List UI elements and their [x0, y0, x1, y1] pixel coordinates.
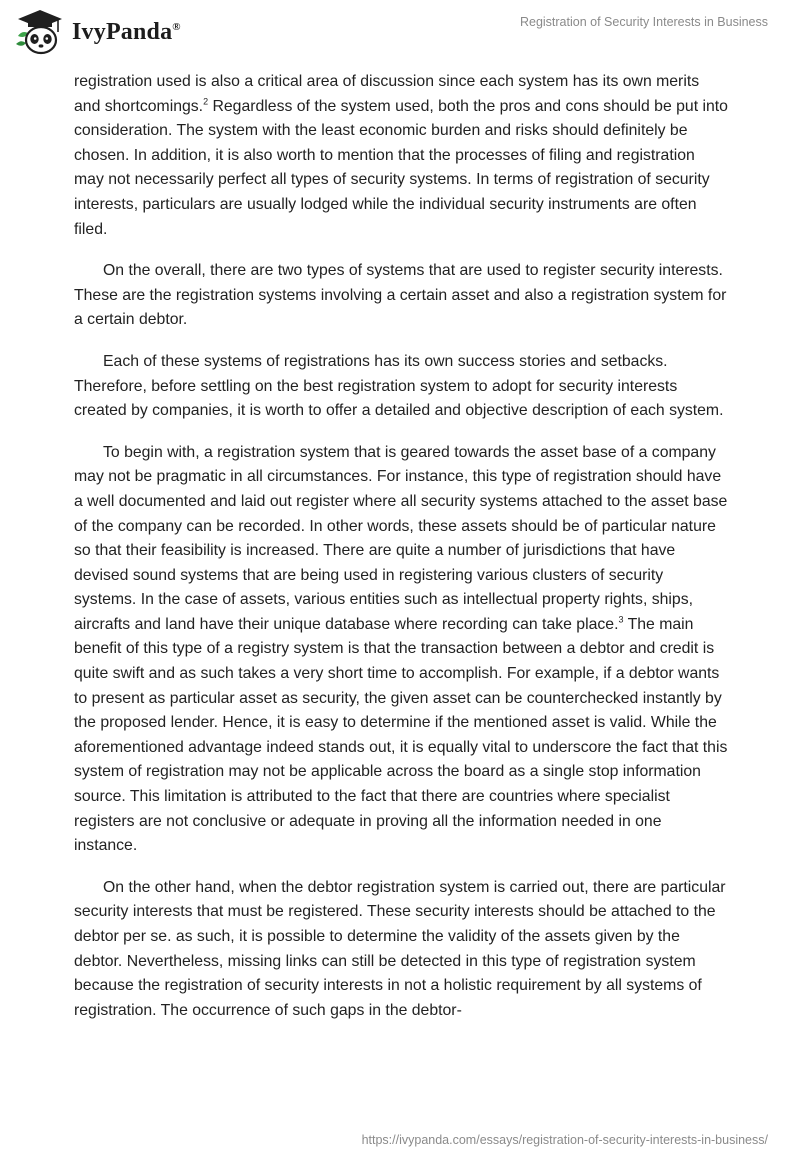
ivypanda-logo[interactable] [14, 8, 181, 56]
body-paragraph [74, 876, 729, 1024]
brand-name: IvyPanda® [72, 18, 181, 45]
body-paragraph [74, 259, 729, 333]
paragraph-text: On the other hand, when the debtor registration system is carried out, there are particular security interests that must be registered. These security interests should be attached to the debtor per se. as such, it is possible to determine the validity of the assets given by the debtor. Nevertheless, missing links can still be detected in this type of registration system because the registration of security interests in not a holistic requirement by all systems of registration. The occurrence of such gaps in the debtor- [74, 878, 726, 1019]
page-header [0, 0, 800, 64]
document-title: Registration of Security Interests in Business [519, 15, 768, 29]
panda-graduate-icon [14, 8, 66, 56]
body-paragraph [74, 441, 729, 859]
essay-body [74, 70, 729, 1040]
footnote-marker[interactable]: 2 [203, 96, 209, 107]
paragraph-text: registration used is also a critical area of discussion since each system has its own merits and shortcomings. [74, 73, 700, 115]
paragraph-text: Regardless of the system used, both the pros and cons should be put into consideration. The system with the least economic burden and risks should definitely be chosen. In addition, it is also worth to mention that the processes of filing and registration may not necessarily perfect all types of security systems. In terms of registration of security interests, particulars are usually lodged while the individual security instruments are often filed. [74, 97, 728, 238]
paragraph-text: To begin with, a registration system that is geared towards the asset base of a company may not be pragmatic in all circumstances. For instance, this type of registration should have a well documented and laid out register where all security systems attached to the asset base of the company can be recorded. In other words, these assets should be of particular nature so that their feasibility is increased. There are quite a number of jurisdictions that have devised sound systems that are being used in registering various clusters of security systems. In the case of assets, various entities such as intellectual property rights, ships, aircrafts and land have their unique database where recording can take place. [74, 443, 728, 633]
source-url[interactable]: https://ivypanda.com/essays/registration-of-security-interests-in-business/ [361, 1133, 768, 1147]
paragraph-text: The main benefit of this type of a registry system is that the transaction between a debtor and credit is quite swift and as such takes a very short time to accomplish. For example, if a debtor wants to present as particular asset as security, the given asset can be counterchecked instantly by the proposed lender. Hence, it is easy to determine if the mentioned asset is valid. While the aforementioned advantage indeed stands out, it is equally vital to underscore the fact that this system of registration may not be applicable across the board as a single stop information source. This limitation is attributed to the fact that there are countries where specialist registers are not conclusive or adequate in proving all the information needed in one instance. [74, 615, 728, 855]
paragraph-text: Each of these systems of registrations has its own success stories and setbacks. Therefore, before settling on the best registration system to adopt for security interests created by companies, it is worth to offer a detailed and objective description of each system. [74, 352, 724, 420]
footnote-marker[interactable]: 3 [618, 614, 624, 625]
body-paragraph [74, 70, 729, 242]
paragraph-text: On the overall, there are two types of systems that are used to register security interests. These are the registration systems involving a certain asset and also a registration system for a certain debtor. [74, 262, 727, 329]
body-paragraph [74, 350, 729, 424]
